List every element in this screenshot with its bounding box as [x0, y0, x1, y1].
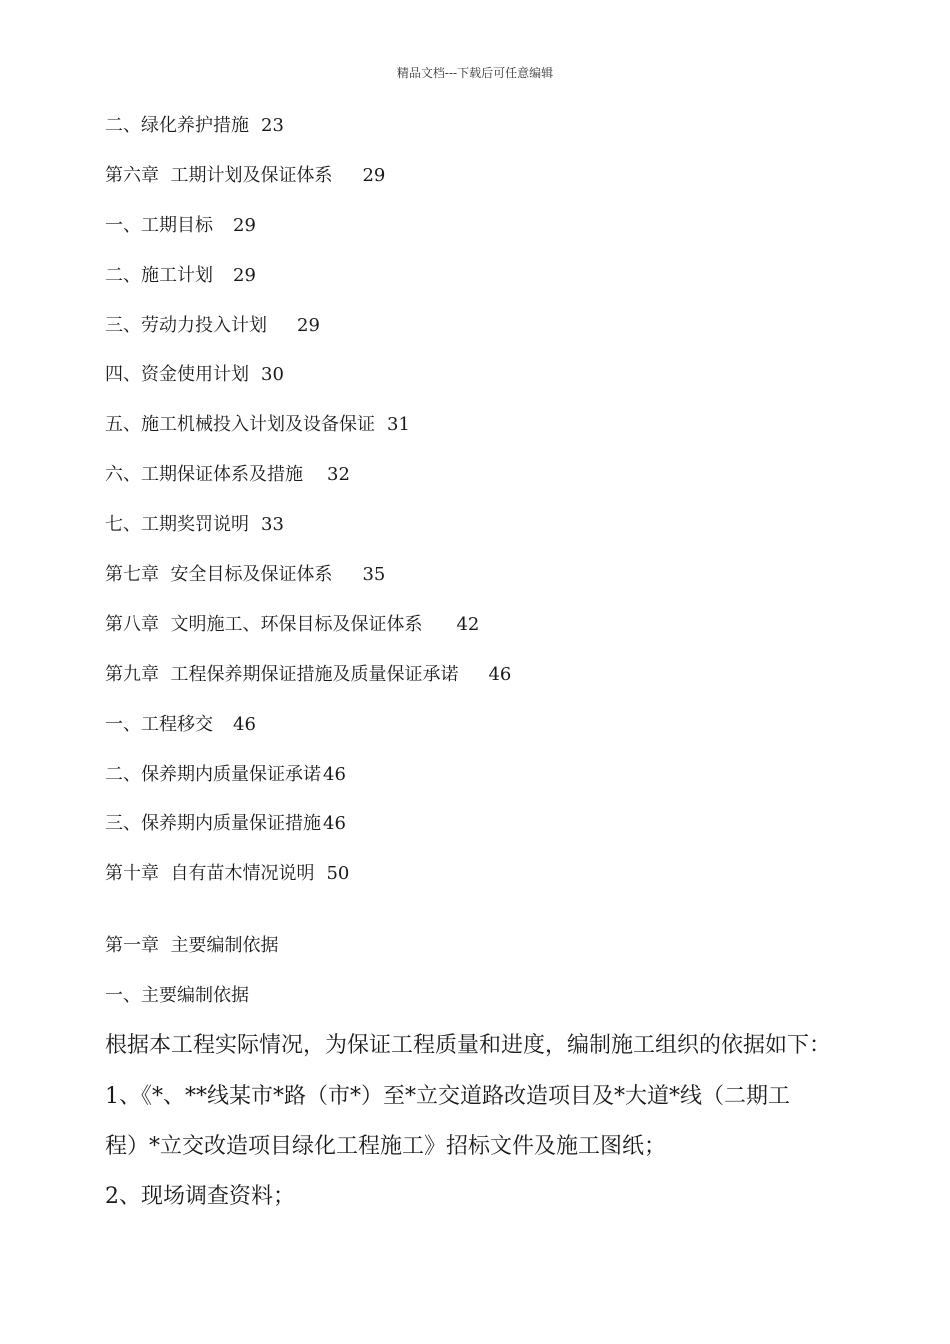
toc-entry	[105, 810, 511, 860]
toc-entry-page: 33	[261, 514, 284, 536]
toc-entry-title: 二、施工计划	[105, 264, 213, 286]
toc-entry	[105, 212, 511, 262]
toc-entry-title: 二、绿化养护措施	[105, 115, 249, 136]
chapter-heading: 第一章 主要编制依据	[105, 935, 279, 956]
toc-entry	[105, 761, 511, 811]
toc-entry-page: 29	[233, 214, 256, 236]
toc-entry-page: 46	[323, 763, 346, 785]
toc-entry	[105, 162, 511, 212]
toc-entry-title: 第九章 工程保养期保证措施及质量保证承诺	[105, 663, 459, 685]
page-header: 精品文档---下载后可任意编辑	[396, 66, 554, 80]
toc-entry	[105, 361, 511, 411]
toc-entry-title: 一、工期目标	[105, 214, 213, 236]
toc-entry-title: 第十章 自有苗木情况说明	[105, 863, 315, 885]
toc-entry-title: 三、保养期内质量保证措施	[105, 813, 321, 835]
toc-entry	[105, 511, 511, 561]
table-of-contents	[105, 112, 511, 910]
toc-entry	[105, 262, 511, 312]
toc-entry	[105, 711, 511, 761]
toc-entry	[105, 661, 511, 711]
toc-entry	[105, 561, 511, 611]
toc-entry-title: 三、劳动力投入计划	[105, 314, 267, 336]
toc-entry-title: 第六章 工期计划及保证体系	[105, 164, 333, 186]
toc-entry-title: 四、资金使用计划	[105, 364, 249, 386]
toc-entry-title: 二、保养期内质量保证承诺	[105, 763, 321, 785]
paragraph-item-2: 2、现场调查资料；	[105, 1184, 295, 1209]
toc-entry-page: 46	[323, 813, 346, 835]
toc-entry-page: 50	[326, 863, 350, 885]
paragraph-item-1-line-1: 1、《*、**线某市*路（市*）至*立交道路改造项目及*大道*线（二期工	[105, 1084, 790, 1109]
toc-entry-page: 46	[233, 713, 256, 735]
toc-entry-title: 第七章 安全目标及保证体系	[105, 564, 333, 586]
toc-entry-title: 五、施工机械投入计划及设备保证	[105, 414, 375, 436]
toc-entry-title: 第八章 文明施工、环保目标及保证体系	[105, 613, 423, 635]
toc-entry	[105, 411, 511, 461]
paragraph-item-1-line-2: 程）*立交改造项目绿化工程施工》招标文件及施工图纸；	[105, 1134, 667, 1159]
toc-entry	[105, 312, 511, 362]
toc-entry-title: 一、工程移交	[105, 713, 213, 735]
toc-entry-page: 30	[261, 364, 284, 386]
toc-entry-page: 32	[327, 464, 350, 486]
toc-entry-page: 46	[488, 663, 512, 685]
toc-entry	[105, 611, 511, 661]
toc-entry	[105, 112, 511, 162]
toc-entry-page: 23	[261, 115, 284, 136]
toc-entry	[105, 860, 511, 910]
paragraph-intro: 根据本工程实际情况，为保证工程质量和进度，编制施工组织的依据如下：	[105, 1033, 832, 1058]
toc-entry	[105, 461, 511, 511]
toc-entry-title: 七、工期奖罚说明	[105, 514, 249, 536]
toc-entry-page: 29	[362, 164, 386, 186]
toc-entry-page: 42	[456, 613, 480, 635]
toc-entry-page: 29	[297, 314, 320, 336]
toc-entry-page: 29	[233, 264, 256, 286]
toc-entry-title: 六、工期保证体系及措施	[105, 464, 303, 486]
toc-entry-page: 35	[362, 564, 386, 586]
section-heading: 一、主要编制依据	[105, 985, 249, 1006]
toc-entry-page: 31	[387, 414, 410, 436]
